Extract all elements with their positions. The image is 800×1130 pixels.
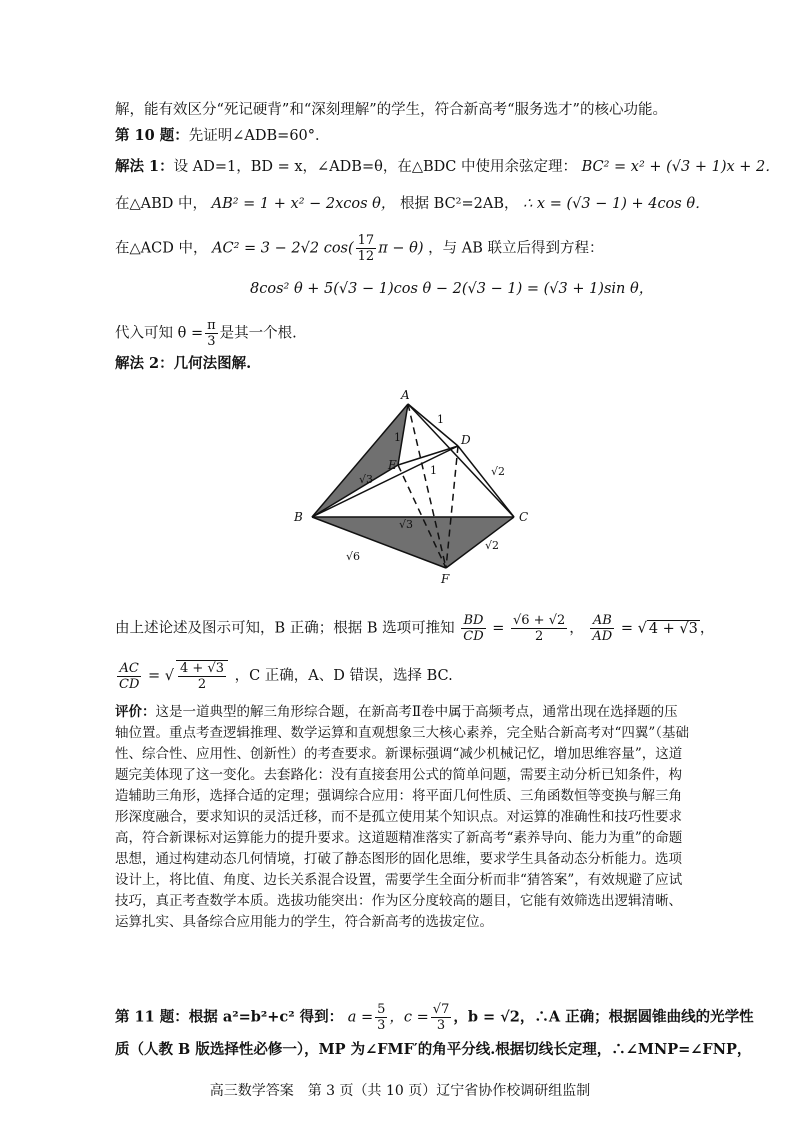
abd-equation-2: ∴ x = (√3 − 1) + 4cos θ． xyxy=(523,196,710,212)
frac-ac: AC xyxy=(117,661,141,677)
center-eq-text: 8cos² θ + 5(√3 − 1)cos θ − 2(√3 − 1) = (√3 + 1)sin θ， xyxy=(250,281,654,297)
abd-equation-1: AB² = 1 + x² − 2xcos θ， xyxy=(211,196,396,212)
frac-ad: AD xyxy=(592,629,613,644)
method1-equation: BC² = x² + (√3 + 1)x + 2． xyxy=(581,159,780,175)
frac-sqrt6-num: √6 + √2 xyxy=(513,613,566,628)
q11-a-num: 5 xyxy=(377,1002,386,1017)
method1-label: 解法 1： xyxy=(115,158,174,175)
len-fc: √2 xyxy=(485,539,500,552)
ac-rad-num: 4 + √3 xyxy=(179,661,224,676)
ac-eq: = √ xyxy=(147,668,174,684)
edge-ad xyxy=(408,404,458,446)
len-ae: 1 xyxy=(394,431,401,444)
label-c: C xyxy=(519,510,529,524)
q11-a-den: 3 xyxy=(377,1018,386,1033)
frac-ac-den: CD xyxy=(119,676,140,692)
frac-sqrt6-sqrt2 xyxy=(511,613,567,644)
abd-mid: 根据 BC²=2AB， xyxy=(400,196,519,212)
len-be: √3 xyxy=(359,473,374,486)
conclusion-eq2: = √ xyxy=(620,620,647,637)
root-prefix: 代入可知 θ = xyxy=(115,325,204,342)
q11-c-num: √7 xyxy=(432,1002,450,1017)
conclusion-radicand: 4 + √3 xyxy=(648,620,698,637)
page-footer: 高三数学答案 第 3 页（共 10 页）辽宁省协作校调研组监制 xyxy=(209,1083,591,1099)
ac-rad-den: 2 xyxy=(197,677,207,692)
abd-prefix: 在△ABD 中， xyxy=(115,196,208,212)
label-e: E xyxy=(388,458,397,472)
q11-b-eq: ，b = √2，∴A 正确；根据圆锥曲线的光学性 xyxy=(453,1008,754,1026)
len-ad: 1 xyxy=(437,413,444,426)
frac-sqrt6-den: 2 xyxy=(535,629,544,644)
len-ed: 1 xyxy=(430,464,437,477)
review-paragraph xyxy=(115,702,690,933)
edge-dc xyxy=(458,446,514,517)
q11-line-2: 质（人教 B 版选择性必修一），MP 为∠FMF′的角平分线.根据切线长定理，∴∠MNP=∠FNP， xyxy=(115,1041,752,1058)
conclusion-prefix: 由上述论述及图示可知，B 正确；根据 B 选项可推知 xyxy=(115,620,455,637)
len-dc: √2 xyxy=(491,465,506,478)
acd-eq-a: AC² = 3 − 2√2 cos( xyxy=(212,240,354,257)
frac-ab-ad xyxy=(590,613,614,644)
ac-suffix: ，C 正确，A、D 错误，选择 BC. xyxy=(234,668,453,684)
edge-ac xyxy=(408,404,514,517)
q10-label: 第 10 题： xyxy=(115,127,189,144)
q11-c-den: 3 xyxy=(436,1018,446,1033)
len-bf-inner: √3 xyxy=(399,518,414,531)
frac-ab: AB xyxy=(590,613,614,629)
frac-bd-cd xyxy=(461,613,485,644)
method2-text: 几何法图解. xyxy=(173,355,252,372)
label-d: D xyxy=(461,433,471,447)
conclusion-sep: ， xyxy=(569,620,584,637)
root-den: 3 xyxy=(207,334,216,349)
frac-cd: CD xyxy=(463,629,484,644)
root-num: π xyxy=(207,318,216,333)
acd-eq-b: π − θ) xyxy=(378,240,424,257)
frac-bd: BD xyxy=(461,613,485,629)
conclusion-line-1 xyxy=(115,613,714,644)
conclusion-eq1: = xyxy=(492,620,505,637)
conclusion-line-2 xyxy=(115,660,453,692)
q11-c-frac xyxy=(431,1002,452,1033)
edge-ed xyxy=(398,446,458,465)
ac-radical-fraction xyxy=(176,660,228,692)
method1-text: 设 AD=1，BD = x，∠ADB=θ，在△BDC 中使用余弦定理： xyxy=(173,159,577,175)
q11-a: 根据 a²=b²+c² 得到： xyxy=(188,1008,344,1026)
review-label: 评价： xyxy=(115,704,156,720)
q11-c-eq: ，c = xyxy=(389,1009,429,1026)
q10-text: 先证明∠ADB=60°． xyxy=(188,128,330,144)
q11-label: 第 11 题： xyxy=(115,1008,189,1026)
intro-line: 解，能有效区分“死记硬背”和“深刻理解”的学生，符合新高考“服务选才”的核心功能。 xyxy=(115,102,667,118)
q11-a-eq: a = xyxy=(347,1009,374,1026)
method2-label: 解法 2： xyxy=(115,355,174,372)
root-suffix: 是其一个根. xyxy=(219,325,297,342)
len-bf: √6 xyxy=(346,550,361,563)
q11-a-frac xyxy=(375,1002,387,1033)
review-text: 这是一道典型的解三角形综合题，在新高考Ⅱ卷中属于高频考点，通常出现在选择题的压轴位置。重点考查逻辑推理、数学运算和直观想象三大核心素养，完全贴合新高考对“四翼”（基础性、综合性、应用性、创新性）的考查要求。新课标强调“减少机械记忆，增加思维容量”，这道题完美体现了这一变化。去套路化：没有直接套用公式的简单问题，需要主动分析已知条件，构造辅助三角形，选择合适的定理；强调综合应用：将平面几何性质、三角函数恒等变换与解三角形深度融合，要求知识的灵活迁移，而不是孤立使用某个知识点。对运算的准确性和技巧性要求高，符合新课标对运算能力的提升要求。这道题精准落实了新高考“素养导向、能力为重”的命题思想，通过构建动态几何情境，打破了静态图形的固化思维，要求学生具备动态分析能力。选项设计上，将比值、角度、边长关系混合设置，需要学生全面分析而非“猜答案”，有效规避了应试技巧，真正考查数学本质。选拔功能突出：作为区分度较高的题目，它能有效筛选出逻辑清晰、运算扎实、具备综合应用能力的学生，符合新高考的选拔定位。 xyxy=(115,704,690,930)
label-f: F xyxy=(441,572,450,586)
label-a: A xyxy=(401,388,410,402)
acd-frac-den: 12 xyxy=(357,249,375,264)
acd-frac-num: 17 xyxy=(357,233,375,248)
acd-suffix: ，与 AB 联立后得到方程： xyxy=(428,240,604,257)
conclusion-end: ， xyxy=(699,620,715,637)
acd-prefix: 在△ACD 中， xyxy=(115,240,208,257)
q11-line-1 xyxy=(115,1002,754,1033)
frac-ac-cd xyxy=(117,661,141,692)
label-b: B xyxy=(294,510,303,524)
